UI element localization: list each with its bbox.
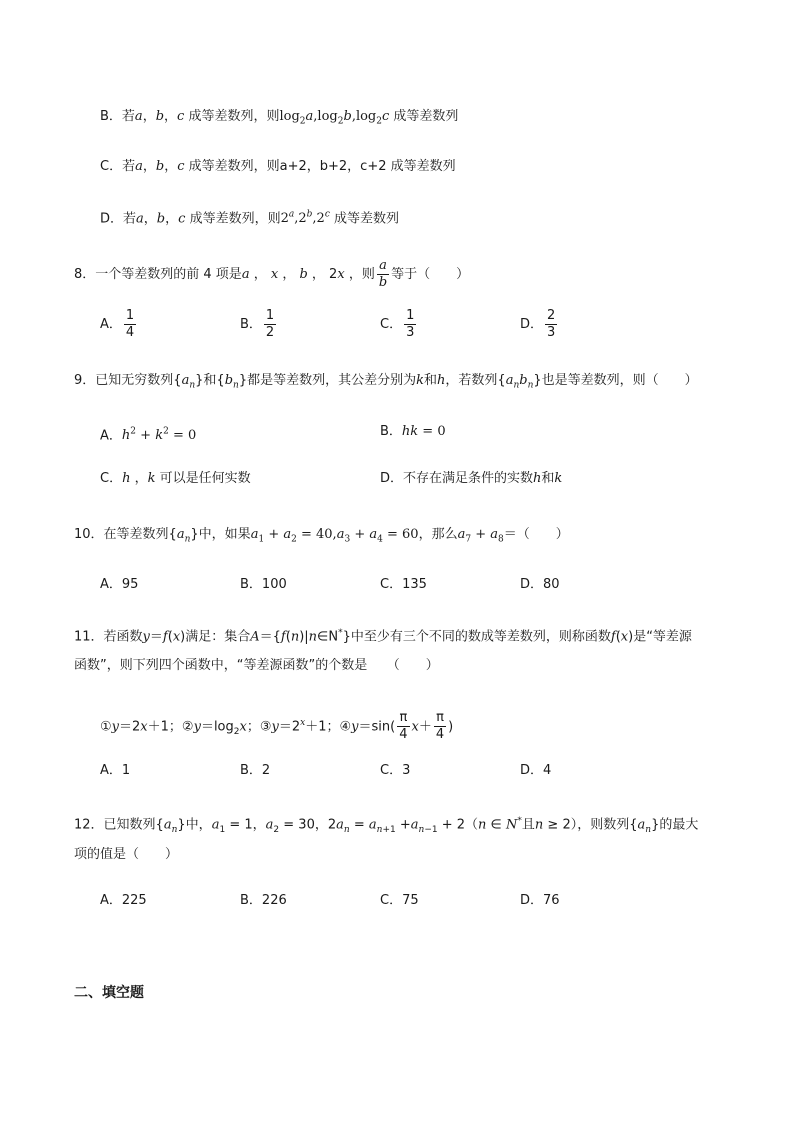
q11-option-b: B．2 <box>240 763 271 778</box>
q10-stem: 10．在等差数列$\{a_n\}$中，如果$a_1 + a_2 = 40,a_3 + a_4 = 60$，那么$a_7 + a_8=$（ ） <box>74 527 569 545</box>
q9-option-a: A．$h^2 + k^2 = 0$ <box>100 427 197 444</box>
q12-option-b: B．226 <box>240 893 287 908</box>
q7-option-b: B．若a，b，c 成等差数列，则$\log_2a,\log_2b,\log_2c$ 成等差数列 <box>100 109 459 127</box>
q10-option-d: D．80 <box>520 577 560 592</box>
q12-option-a: A．225 <box>100 893 147 908</box>
q11-option-a: A．1 <box>100 763 131 778</box>
q12-option-c: C．75 <box>380 893 419 908</box>
q12-stem-line1: 12．已知数列$\{a_n\}$中，$a_1 = 1$，$a_2 = 30$，$2a_n = a_{n+1} +a_{n-1} + 2(n$ ∈ N*且n ≥ 2），则数列$\{a_n\}$的最大 <box>74 816 699 835</box>
q7-option-d: D．若a，b，c 成等差数列，则2$^a$,2$^b$,2$^c$ 成等差数列 <box>100 210 400 227</box>
q8-option-b: B． $\frac{1}{2}$ <box>240 308 275 340</box>
fraction-a-over-b: $\frac{a}{b}$ <box>378 258 388 290</box>
q8-option-d: D． $\frac{2}{3}$ <box>520 308 556 340</box>
q11-option-c: C．3 <box>380 763 411 778</box>
q9-option-d: D．不存在满足条件的实数h和k <box>380 471 563 486</box>
q10-option-c: C．135 <box>380 577 427 592</box>
q9-option-b: B．hk = 0 <box>380 424 446 439</box>
q12-option-d: D．76 <box>520 893 560 908</box>
q9-option-c: C．h ，k 可以是任何实数 <box>100 471 251 486</box>
q8-option-a: A． $\frac{1}{4}$ <box>100 308 135 340</box>
q8-stem: 8．一个等差数列的前 4 项是a ， x ， b ， 2x ，则 $\frac{a}{b}$ 等于（ ） <box>74 258 470 290</box>
q11-stem-line1: 11．若函数y＝f(x)满足：集合A＝{f(n)|n∈N*}中至少有三个不同的数成等差数列，则称函数f(x)是“等差源 <box>74 628 692 645</box>
q10-option-a: A．95 <box>100 577 139 592</box>
q11-option-d: D．4 <box>520 763 552 778</box>
q10-option-b: B．100 <box>240 577 287 592</box>
q11-stem-line2: 函数”，则下列四个函数中，“等差源函数”的个数是 （ ） <box>74 658 439 673</box>
q12-stem-line2: 项的值是（ ） <box>74 847 179 862</box>
q11-functions: ①y＝2x＋1；$②y=\log_2x$；$③y=2^x+1$；④y＝sin( $\frac{\pi}{4}$ x＋ $\frac{\pi}{4}$ ) <box>100 710 454 743</box>
q9-stem: 9．已知无穷数列$\{a_n\}$和$\{b_n\}$都是等差数列，其公差分别为k和h，若数列$\{a_nb_n\}$也是等差数列，则（ ） <box>74 373 698 391</box>
section-heading-fill-in: 二、填空题 <box>74 985 144 1001</box>
q8-option-c: C． $\frac{1}{3}$ <box>380 308 415 340</box>
q7-option-c: C．若a，b，c 成等差数列，则a+2，b+2，c+2 成等差数列 <box>100 159 456 174</box>
